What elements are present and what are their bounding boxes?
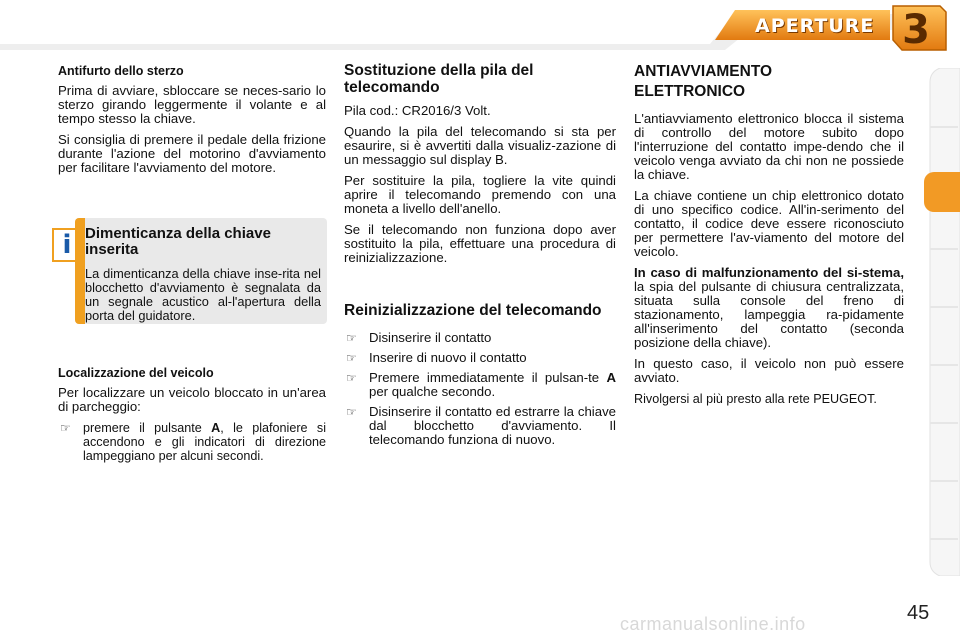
tab-divider xyxy=(930,126,958,128)
info-box xyxy=(75,218,327,324)
antiavviamento-paragraph-2: La chiave contiene un chip elettronico dotato di uno specifico codice. All'in-serimento del contatto, il codice deve essere riconosciuto per permettere l'av-viamento del motore del veicolo. xyxy=(634,188,904,259)
section-title: APERTURE xyxy=(755,15,875,37)
tabs-outline xyxy=(926,68,960,576)
antifurto-paragraph-2: Si consiglia di premere il pedale della frizione durante l'azione del motorino d'avviamento per facilitare l'avviamento del motore. xyxy=(58,132,326,175)
info-box-text: La dimenticanza della chiave inse-rita nel blocchetto d'avviamento è segnalata da un segnale acustico al-l'apertura della porta del guidatore. xyxy=(85,266,321,323)
localizzazione-list xyxy=(58,421,326,463)
sostituzione-section xyxy=(344,62,616,272)
sostituzione-heading: Sostituzione della pila del telecomando xyxy=(344,62,534,96)
list-item: ☞ Premere immediatamente il pulsan-te A per qualche secondo. xyxy=(346,370,616,399)
list-item: ☞ Disinserire il contatto ed estrarre la chiave dal blocchetto d'avviamento. Il telecomando funziona di nuovo. xyxy=(346,404,616,447)
tab-divider xyxy=(930,364,958,366)
tab-divider xyxy=(930,538,958,540)
tab-divider xyxy=(930,306,958,308)
watermark: carmanualsonline.info xyxy=(620,614,806,634)
localizzazione-paragraph: Per localizzare un veicolo bloccato in un'area di parcheggio: xyxy=(58,385,326,414)
page-number: 45 xyxy=(907,602,930,624)
info-box-title: Dimenticanza della chiave inserita xyxy=(85,225,271,258)
antifurto-heading: Antifurto dello sterzo xyxy=(58,64,184,78)
tab-divider xyxy=(930,480,958,482)
antiavviamento-section xyxy=(634,62,904,413)
pointing-hand-icon: ☞ xyxy=(60,421,71,435)
tab-divider xyxy=(930,422,958,424)
pointing-hand-icon: ☞ xyxy=(346,371,357,385)
pointing-hand-icon: ☞ xyxy=(346,405,357,419)
antiavviamento-heading: ANTIAVVIAMENTO ELETTRONICO xyxy=(634,63,773,100)
reinizializzazione-list xyxy=(344,331,616,447)
info-icon: i xyxy=(52,228,82,262)
reinizializzazione-heading: Reinizializzazione del telecomando xyxy=(344,302,602,319)
antiavviamento-paragraph-1: L'antiavviamento elettronico blocca il sistema di controllo del motore subito dopo l'interruzione del contatto impe-dendo che il veicolo venga avviato da chi non ne possiede la chiave. xyxy=(634,111,904,182)
antiavviamento-paragraph-4: In questo caso, il veicolo non può essere avviato. xyxy=(634,356,904,385)
sostituzione-paragraph-4: Se il telecomando non funziona dopo aver sostituito la pila, effettuare una procedura di reinizializzazione. xyxy=(344,222,616,265)
sostituzione-paragraph-3: Per sostituire la pila, togliere la vite quindi aprire il telecomando premendo con una moneta a livello dell'anello. xyxy=(344,173,616,216)
list-item: ☞ Disinserire il contatto xyxy=(346,330,492,345)
info-box-accent-bar xyxy=(75,218,85,324)
pointing-hand-icon: ☞ xyxy=(346,331,357,345)
localizzazione-heading: Localizzazione del veicolo xyxy=(58,366,214,380)
tab-chapter-3[interactable] xyxy=(924,172,960,212)
sostituzione-paragraph-2: Quando la pila del telecomando si sta per esaurire, si è avvertiti dalla visualiz-zazione di un messaggio sul display B. xyxy=(344,124,616,167)
chapter-number: 3 xyxy=(902,7,930,53)
antiavviamento-paragraph-5: Rivolgersi al più presto alla rete PEUGEOT. xyxy=(634,392,877,406)
antifurto-section xyxy=(58,64,326,182)
chapter-header xyxy=(0,0,960,56)
sostituzione-paragraph-1: Pila cod.: CR2016/3 Volt. xyxy=(344,103,491,118)
antiavviamento-paragraph-3: In caso di malfunzionamento del si-stema, la spia del pulsante di chiusura centralizzata, situata sulla console del freno di stazionamento, lampeggia ra-pidamente all'inserimento del contatto (seconda posizione della chiave). xyxy=(634,265,904,350)
localizzazione-section xyxy=(58,366,326,469)
tab-divider xyxy=(930,248,958,250)
reinizializzazione-section xyxy=(344,302,616,453)
list-item: ☞ Inserire di nuovo il contatto xyxy=(346,350,527,365)
chapter-tabs xyxy=(926,68,960,576)
antifurto-paragraph-1: Prima di avviare, sbloccare se neces-sario lo sterzo girando leggermente il volante e al tempo stesso la chiave. xyxy=(58,83,326,126)
list-item: ☞ premere il pulsante A, le plafoniere si accendono e gli indicatori di direzione lampeggiano per alcuni secondi. xyxy=(60,421,326,463)
pointing-hand-icon: ☞ xyxy=(346,351,357,365)
